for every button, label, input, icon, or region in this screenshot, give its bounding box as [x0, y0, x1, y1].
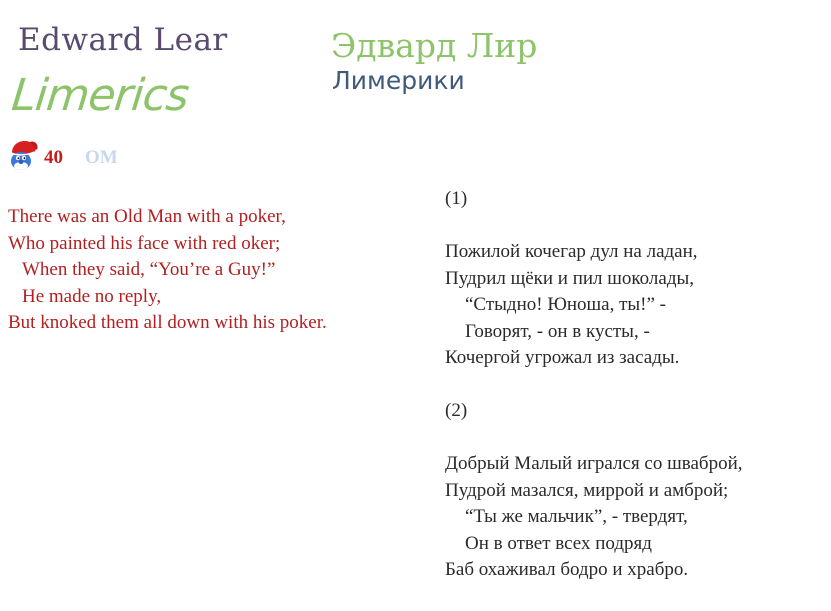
- poem-line: He made no reply,: [22, 285, 162, 307]
- smurf-icon: [8, 139, 40, 178]
- poem-line: Он в ответ всех подряд: [465, 532, 652, 554]
- title-russian: Лимерики: [332, 66, 465, 95]
- poem-line: Кочергой угрожал из засады.: [445, 347, 680, 368]
- variant-label: (2): [445, 400, 468, 421]
- author-name-russian: Эдвард Лир: [331, 26, 538, 65]
- poem-line: But knoked them all down with his poker.: [8, 312, 327, 333]
- poem-line: “Ты же мальчик”, - твердят,: [465, 506, 688, 527]
- poem-line: Говорят, - он в кусты, -: [465, 320, 650, 342]
- badge-count: 40: [44, 147, 63, 168]
- poem-line: Пудрой мазался, миррой и амброй;: [445, 479, 729, 501]
- poem-line: There was an Old Man with a poker,: [8, 206, 286, 227]
- poem-line: Пудрил щёки и пил шоколады,: [445, 267, 695, 289]
- poem-line: When they said, “You’re a Guy!”: [22, 259, 276, 280]
- author-name-english: Edward Lear: [18, 22, 228, 58]
- poem-line: “Стыдно! Юноша, ты!” -: [465, 294, 667, 315]
- poem-english: [8, 204, 327, 337]
- poem-line: Добрый Малый игрался со шваброй,: [445, 453, 743, 474]
- spacer: [445, 372, 743, 399]
- variant-label: (1): [445, 188, 468, 209]
- poem-russian: [445, 186, 743, 584]
- spacer: [445, 213, 743, 240]
- poem-line: Баб охаживал бодро и храбро.: [445, 559, 689, 580]
- badge-label: OM: [85, 147, 118, 168]
- spacer: [445, 425, 743, 452]
- poem-line: Who painted his face with red oker;: [8, 232, 281, 254]
- rating-badge: [8, 140, 118, 176]
- poem-line: Пожилой кочегар дул на ладан,: [445, 241, 698, 262]
- title-english: Limerics: [9, 70, 191, 121]
